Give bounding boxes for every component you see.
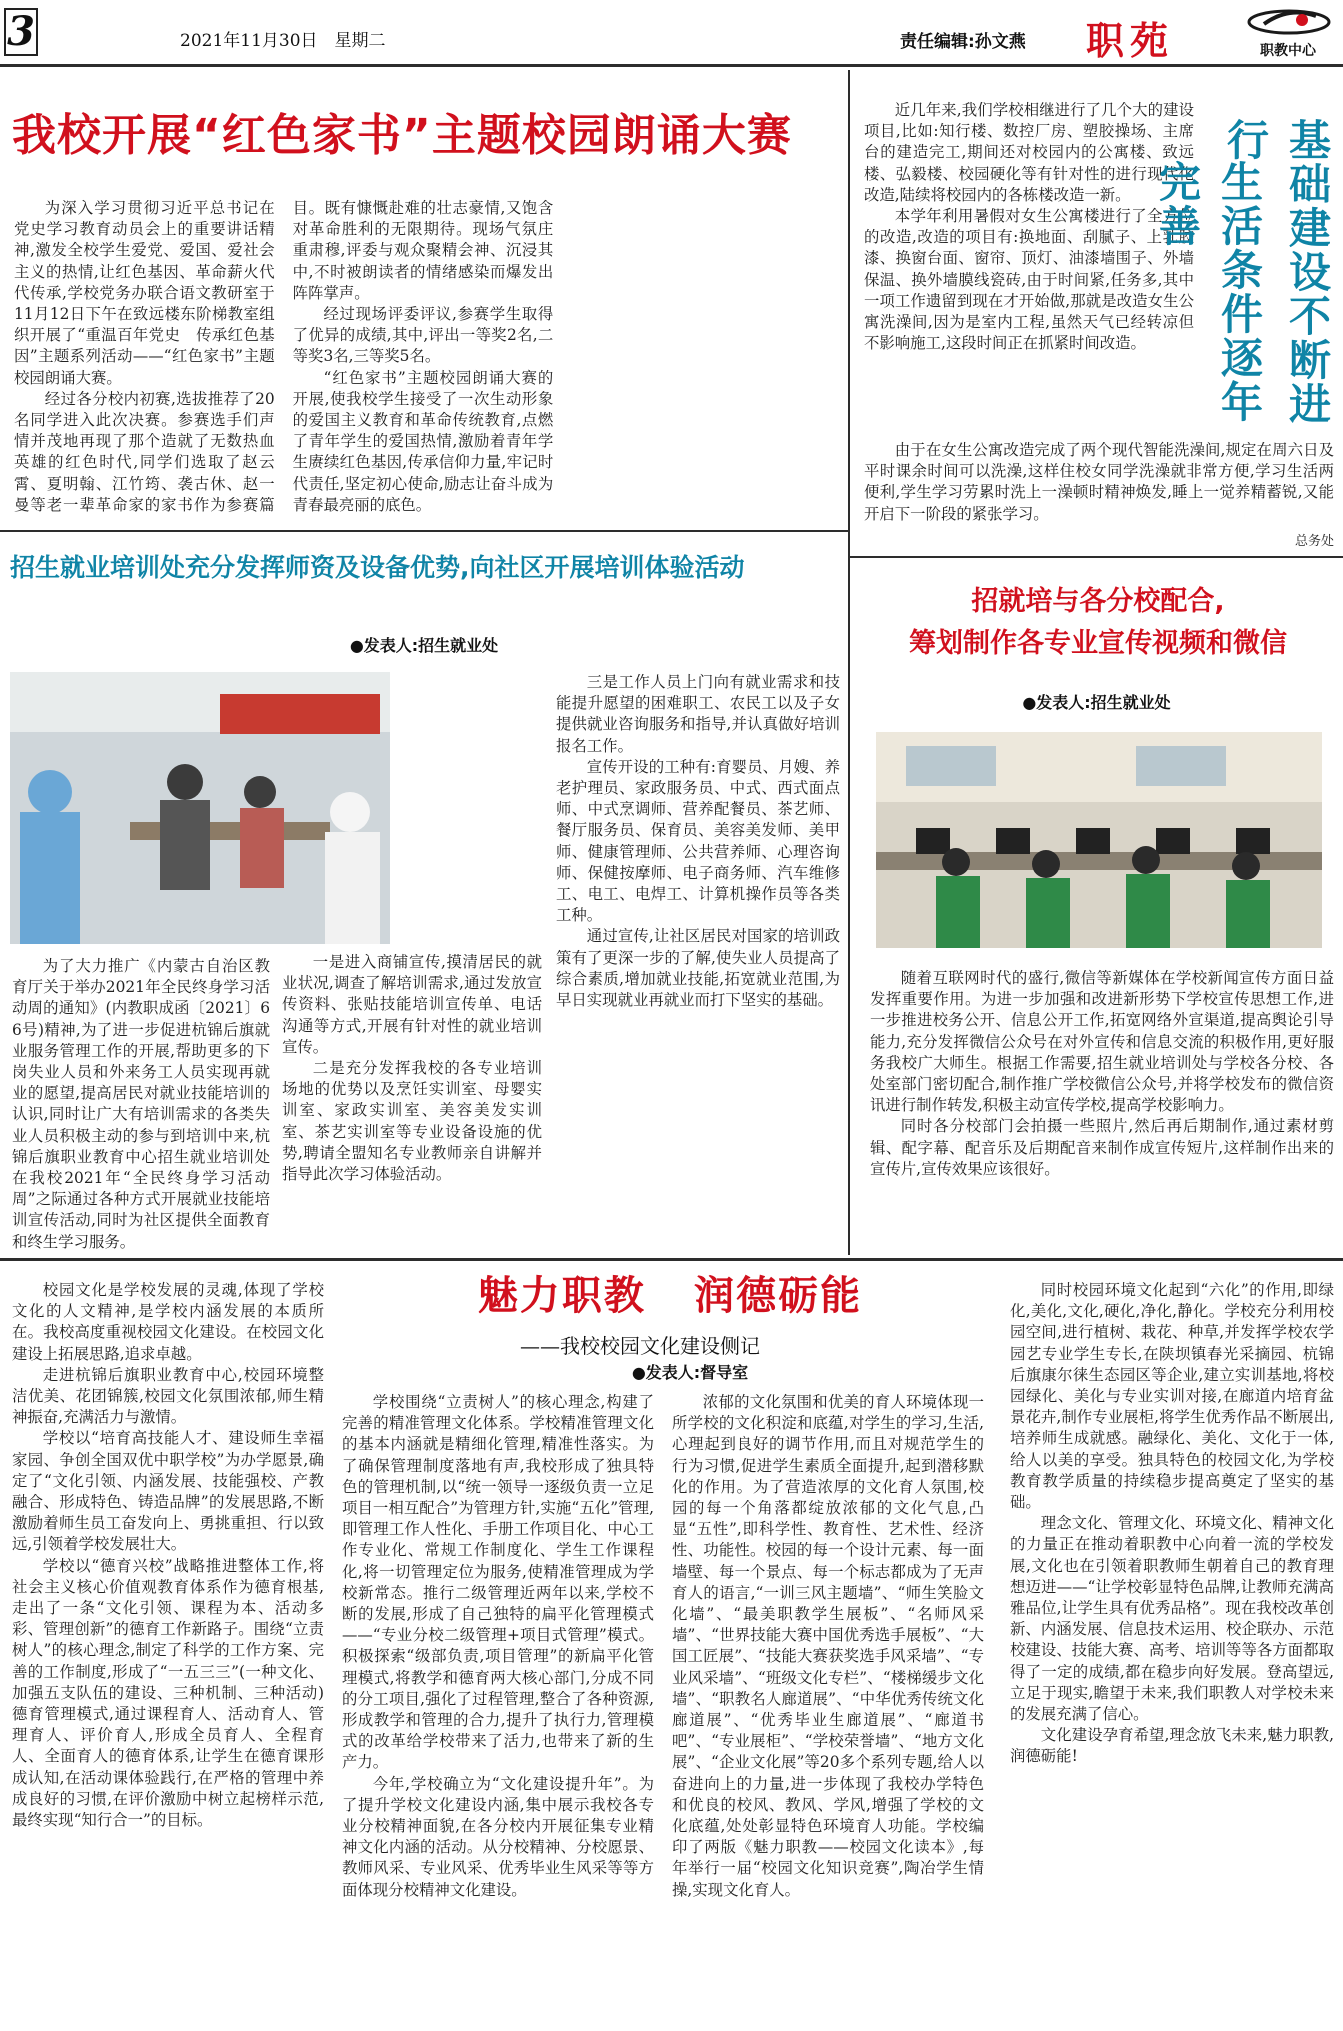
section-rule — [0, 530, 848, 532]
section-rule — [850, 556, 1343, 558]
article5-col3 — [672, 1392, 984, 2028]
article4-paragraph: 同时各分校部门会拍摄一些照片,然后再后期制作,通过素材剪辑、配字幕、配音乐及后期配音来制作成宣传短片,这样制作出来的宣传片,宣传效果应该很好。 — [870, 1117, 1334, 1178]
article5-paragraph: 理念文化、管理文化、环境文化、精神文化的力量正在推动着职教中心向着一流的学校发展,文化也在引领着职教师生朝着自己的教育理想迈进——“让学校彰显特色品牌,让教师充满高雅品位,让学生具有优秀品格”。现在我校改革创新、内涵发展、信息技术运用、校企联办、示范校建设、技能大赛、高考、培训等等各方面都取得了一定的成绩,都在稳步向好发展。登高望远,立足于现实,瞻望于未来,我们职教人对学校未来的发展充满了信心。 — [1010, 1514, 1334, 1724]
article4-paragraph: 随着互联网时代的盛行,微信等新媒体在学校新闻宣传方面日益发挥重要作用。为进一步加强和改进新形势下学校宣传思想工作,进一步推进校务公开、信息公开工作,拓宽网络外宣渠道,提高舆论引导能力,充分发挥微信公众号在对外宣传和信息交流的积极作用,更好服务我校广大师生。根据工作需要,招生就业培训处与学校各分校、各处室部门密切配合,制作推广学校微信公众号,并将学校发布的微信资讯进行制作转发,积极主动宣传学校,提高学校影响力。 — [870, 969, 1334, 1115]
article3-paragraph: 三是工作人员上门向有就业需求和技能提升愿望的困难职工、农民工以及子女提供就业咨询服务和指导,并认真做好培训报名工作。 — [556, 673, 840, 755]
article3-col-a — [12, 956, 270, 1251]
issue-date: 2021年11月30日 星期二 — [180, 31, 386, 51]
article5-paragraph: 同时校园环境文化起到“六化”的作用,即绿化,美化,文化,硬化,净化,静化。学校充分利用校园空间,进行植树、栽花、种草,并发挥学校农学园艺专业学生专长,在陕坝镇春光采摘园、杭锦后旗康尔徕生态园区等企业,建立实训基地,将校园绿化、美化与专业实训对接,在廊道内培育盆景花卉,制作专业展柜,将学生优秀作品不断展出,培养师生成就感。融绿化、美化、文化于一体,给人以美的享受。独具特色的校园文化,为学校教育教学质量的持续稳步提高奠定了坚实的基础。 — [1010, 1281, 1334, 1512]
article5-paragraph: 走进杭锦后旗职业教育中心,校园环境整洁优美、花团锦簇,校园文化氛围浓郁,师生精神振奋,充满活力与激情。 — [12, 1365, 324, 1427]
article5-paragraph: 浓郁的文化氛围和优美的育人环境体现一所学校的文化积淀和底蕴,对学生的学习,生活,心理起到良好的调节作用,而且对规范学生的行为习惯,促进学生素质全面提升,起到潜移默化的作用。为了营造浓厚的文化育人氛围,校园的每一个角落都绽放浓郁的文化气息,凸显“五性”,即科学性、教育性、艺术性、经济性、功能性。校园的每一个设计元素、每一面墙壁、每一个景点、每一个标志都成为了无声育人的语言,“一训三风主题墙”、“师生笑脸文化墙”、“最美职教学生展板”、“名师风采墙”、“世界技能大赛中国优秀选手展板”、“大国工匠展”、“技能大赛获奖选手风采墙”、“专业风采墙”、“班级文化专栏”、“楼梯缓步文化墙”、“职教名人廊道展”、“中华优秀传统文化廊道展”、“优秀毕业生廊道展”、“廊道书吧”、“专业展柜”、“学校荣誉墙”、“地方文化展”、“企业文化展”等20多个系列专题,给人以奋进向上的力量,进一步体现了我校办学特色和优良的校风、教风、学风,增强了学校的文化底蕴,处处彰显特色环境育人功能。学校编印了两版《魅力职教——校园文化读本》,每年举行一届“校园文化知识竞赛”,陶冶学生情操,实现文化育人。 — [672, 1393, 984, 1899]
article2-body-top — [864, 100, 1194, 354]
article4-body — [870, 968, 1334, 1180]
article2-side-title — [1153, 118, 1340, 438]
section-name: 职苑 — [1086, 18, 1175, 63]
article2-body-bottom — [864, 440, 1334, 525]
article3-paragraph: 通过宣传,让社区居民对国家的培训政策有了更深一步的了解,使失业人员提高了综合素质,增加就业技能,拓宽就业范围,为早日实现就业再就业而打下坚实的基础。 — [556, 927, 840, 1010]
article2-paragraph: 由于在女生公寓改造完成了两个现代智能洗澡间,规定在周六日及平时课余时间可以洗澡,这样住校女同学洗澡就非常方便,学习生活两便利,学生学习劳累时洗上一澡顿时精神焕发,睡上一觉养精蓄锐,又能开启下一阶段的紧张学习。 — [864, 441, 1334, 523]
article3-title: 招生就业培训处充分发挥师资及设备优势,向社区开展培训体验活动 — [10, 553, 745, 582]
article5-col1 — [12, 1280, 324, 2028]
article1-title: 我校开展“红色家书”主题校园朗诵大赛 — [12, 110, 792, 161]
article4-title-line2: 筹划制作各专业宣传视频和微信 — [909, 628, 1287, 659]
article3-paragraph: 宣传开设的工种有:育婴员、月嫂、养老护理员、家政服务员、中式、西式面点师、中式烹调师、营养配餐员、茶艺师、餐厅服务员、保育员、美容美发师、美甲师、健康管理师、公共营养师、心理咨询师、保健按摩师、电子商务师、汽车维修工、电工、电焊工、计算机操作员等各类工种。 — [556, 757, 840, 925]
article1-paragraph: 经过各分校内初赛,选拔推荐了20名同学进入此次决赛。参赛选手们声情并茂地再现了那个造就了无数热血英雄的红色时代,同学们选取了赵云霄、夏明翰、江竹筠、袭古休、赵一曼等老一辈革命家的家书作为参赛篇目。既有慷慨赴难的壮志豪情,又饱含对革命胜利的无限期待。现场气氛庄重肃穆,评委与观众聚精会神、沉浸其中,不时被朗读者的情绪感染而爆发出阵阵掌声。 — [14, 199, 554, 514]
article5-paragraph: 今年,学校确立为“文化建设提升年”。为了提升学校文化建设内涵,集中展示我校各专业分校精神面貌,在各分校内开展征集专业精神文化内涵的活动。从分校精神、分校愿景、教师风采、专业风采、优秀毕业生风采等等方面体现分校精神文化建设。 — [342, 1774, 654, 1899]
article4-byline: ●发表人:招生就业处 — [1022, 693, 1171, 712]
article5-paragraph: 校园文化是学校发展的灵魂,体现了学校文化的人文精神,是学校内涵发展的本质所在。我校高度重视校园文化建设。在校园文化建设上拓展思路,追求卓越。 — [12, 1281, 324, 1363]
article5-title-part2: 润德砺能 — [694, 1273, 863, 1319]
article3-paragraph: 为了大力推广《内蒙古自治区教育厅关于举办2021年全民终身学习活动周的通知》(内教职成函〔2021〕66号)精神,为了进一步促进杭锦后旗就业服务管理工作的开展,帮助更多的下岗失业人员和外来务工人员实现再就业的愿望,提高居民对就业技能培训的认识,同时让广大有培训需求的各类失业人员积极主动的参与到培训中来,杭锦后旗职业教育中心招生就业培训处在我校2021年“全民终身学习活动周”之际通过各种方式开展就业技能培训宣传活动,同时为社区提供全面教育和终生学习服务。 — [12, 957, 270, 1251]
article5-subtitle: ——我校校园文化建设侧记 — [520, 1334, 760, 1358]
page-header — [0, 0, 1343, 66]
article3-paragraph: 一是进入商铺宣传,摸清居民的就业状况,调查了解培训需求,通过发放宣传资料、张贴技能培训宣传单、电话沟通等方式,开展有针对性的就业培训宣传。 — [282, 953, 542, 1056]
article3-paragraph: 二是充分发挥我校的各专业培训场地的优势以及烹饪实训室、母婴实训室、家政实训室、美容美发实训室、茶艺实训室等专业设备设施的优势,聘请全盟知名专业教师亲自讲解并指导此次学习体验活动。 — [282, 1059, 542, 1184]
article5-paragraph: 学校以“德育兴校”战略推进整体工作,将社会主义核心价值观教育体系作为德育根基,走出了一条“文化引领、课程为本、活动多彩、管理创新”的德育工作新路子。围绕“立责树人”的核心理念,制定了科学的工作方案、完善的工作制度,形成了“一五三三”(一种文化、加强五支队伍的建设、三种机制、三种活动)德育管理模式,通过课程育人、活动育人、管理育人、评价育人,形成全员育人、全程育人、全面育人的德育体系,让学生在德育课形成认知,在活动课体验践行,在严格的管理中养成良好的习惯,在评价激励中树立起榜样示范,最终实现“知行合一”的目标。 — [12, 1556, 324, 1830]
section-rule — [0, 1258, 1343, 1261]
article3-col-c — [556, 672, 840, 1228]
page-number-box — [4, 8, 38, 56]
article5-paragraph: 学校围绕“立责树人”的核心理念,构建了完善的精准管理文化体系。学校精准管理文化的基本内涵就是精细化管理,精准性落实。为了确保管理制度落地有声,我校形成了独具特色的管理机制,以“统一领导一逐级负责一立足项目一相互配合”为管理方针,实施“五化”管理,即管理工作人性化、手册工作项目化、中心工作专业化、常规工作制度化、学生工作课程化,将一切管理定位为服务,使精准管理成为学校新常态。推行二级管理近两年以来,学校不断的发展,形成了自己独特的扁平化管理模式——“专业分校二级管理+项目式管理”模式。积极探索“级部负责,项目管理”的新扁平化管理模式,将教学和德育两大核心部门,分成不同的分工项目,强化了过程管理,整合了各种资源,形成教学和管理的合力,提升了执行力,管理模式的改革给学校带来了活力,也带来了新的生产力。 — [342, 1393, 654, 1772]
article5-byline: ●发表人:督导室 — [631, 1363, 749, 1382]
article3-col-b-top — [400, 672, 542, 950]
article5-title — [330, 1268, 1010, 1324]
article2-paragraph: 近几年来,我们学校相继进行了几个大的建设项目,比如:知行楼、数控厂房、塑胶操场、主席台的建造完工,期间还对校园内的公寓楼、致远楼、弘毅楼、校园硬化等有针对性的进行现代化改造,陆续将校园内的各栋楼改造一新。 — [864, 101, 1194, 204]
article5-col2 — [342, 1392, 654, 2028]
logo-emblem-icon — [1244, 6, 1334, 38]
article1-paragraph: 为深入学习贯彻习近平总书记在党史学习教育动员会上的重要讲话精神,激发全校学生爱党、爱国、爱社会主义的热情,让红色基因、革命薪火代代传承,学校党务办联合语文教研室于11月12日下午在致远楼东阶梯教室组织开展了“重温百年党史 传承红色基因”主题系列活动——“红色家书”主题校园朗诵大赛。 — [14, 199, 275, 387]
column-divider — [848, 70, 850, 1255]
article5-col4 — [1010, 1280, 1334, 2028]
article2-paragraph: 本学年利用暑假对女生公寓楼进行了全方位的改造,改造的项目有:换地面、刮腻子、上乳胶漆、换窗台面、窗帘、顶灯、油漆墙围子、外墙保温、换外墙膜线瓷砖,由于时间紧,任务多,其中一项工作遗留到现在才开始做,那就是改造女生公寓洗澡间,因为是室内工程,虽然天气已经转凉但不影响施工,这段时间正在抓紧时间改造。 — [864, 207, 1194, 353]
side-title-column-right: 基础建设不断进行 — [1221, 118, 1332, 426]
editor-credit: 责任编辑:孙文燕 — [900, 32, 1026, 52]
article4-photo — [876, 732, 1322, 948]
article4-title-line1: 招就培与各分校配合, — [971, 586, 1225, 617]
page-number: 3 — [7, 8, 35, 55]
article5-title-part1: 魅力职教 — [477, 1273, 646, 1319]
logo-label: 职教中心 — [1260, 43, 1316, 59]
school-logo — [1238, 6, 1338, 62]
article1-paragraph: 经过现场评委评议,参赛学生取得了优异的成绩,其中,评出一等奖2名,二等奖3名,三等奖5名。 — [292, 305, 554, 366]
article3-byline: ●发表人:招生就业处 — [349, 636, 499, 655]
article1-body — [14, 198, 832, 518]
article1-paragraph: “红色家书”主题校园朗诵大赛的开展,使我校学生接受了一次生动形象的爱国主义教育和革命传统教育,点燃了青年学生的爱国热情,激励着青年学生赓续红色基因,传承信仰力量,牢记时代责任,坚定初心使命,励志让奋斗成为青春最亮丽的底色。 — [292, 368, 554, 514]
side-title-column-left: 生活条件逐年完善 — [1153, 160, 1264, 424]
article2-signature: 总务处 — [1294, 534, 1334, 549]
header-rule — [0, 64, 1343, 67]
article5-paragraph: 学校以“培育高技能人才、建设师生幸福家园、争创全国双优中职学校”为办学愿景,确定了“文化引领、内涵发展、技能强校、产教融合、形成特色、铸造品牌”的发展思路,不断激励着师生员工奋发向上、勇挑重担、行以致远,引领着学校发展壮大。 — [12, 1429, 324, 1554]
article5-paragraph: 文化建设孕育希望,理念放飞未来,魅力职教,润德砺能! — [1010, 1726, 1334, 1766]
